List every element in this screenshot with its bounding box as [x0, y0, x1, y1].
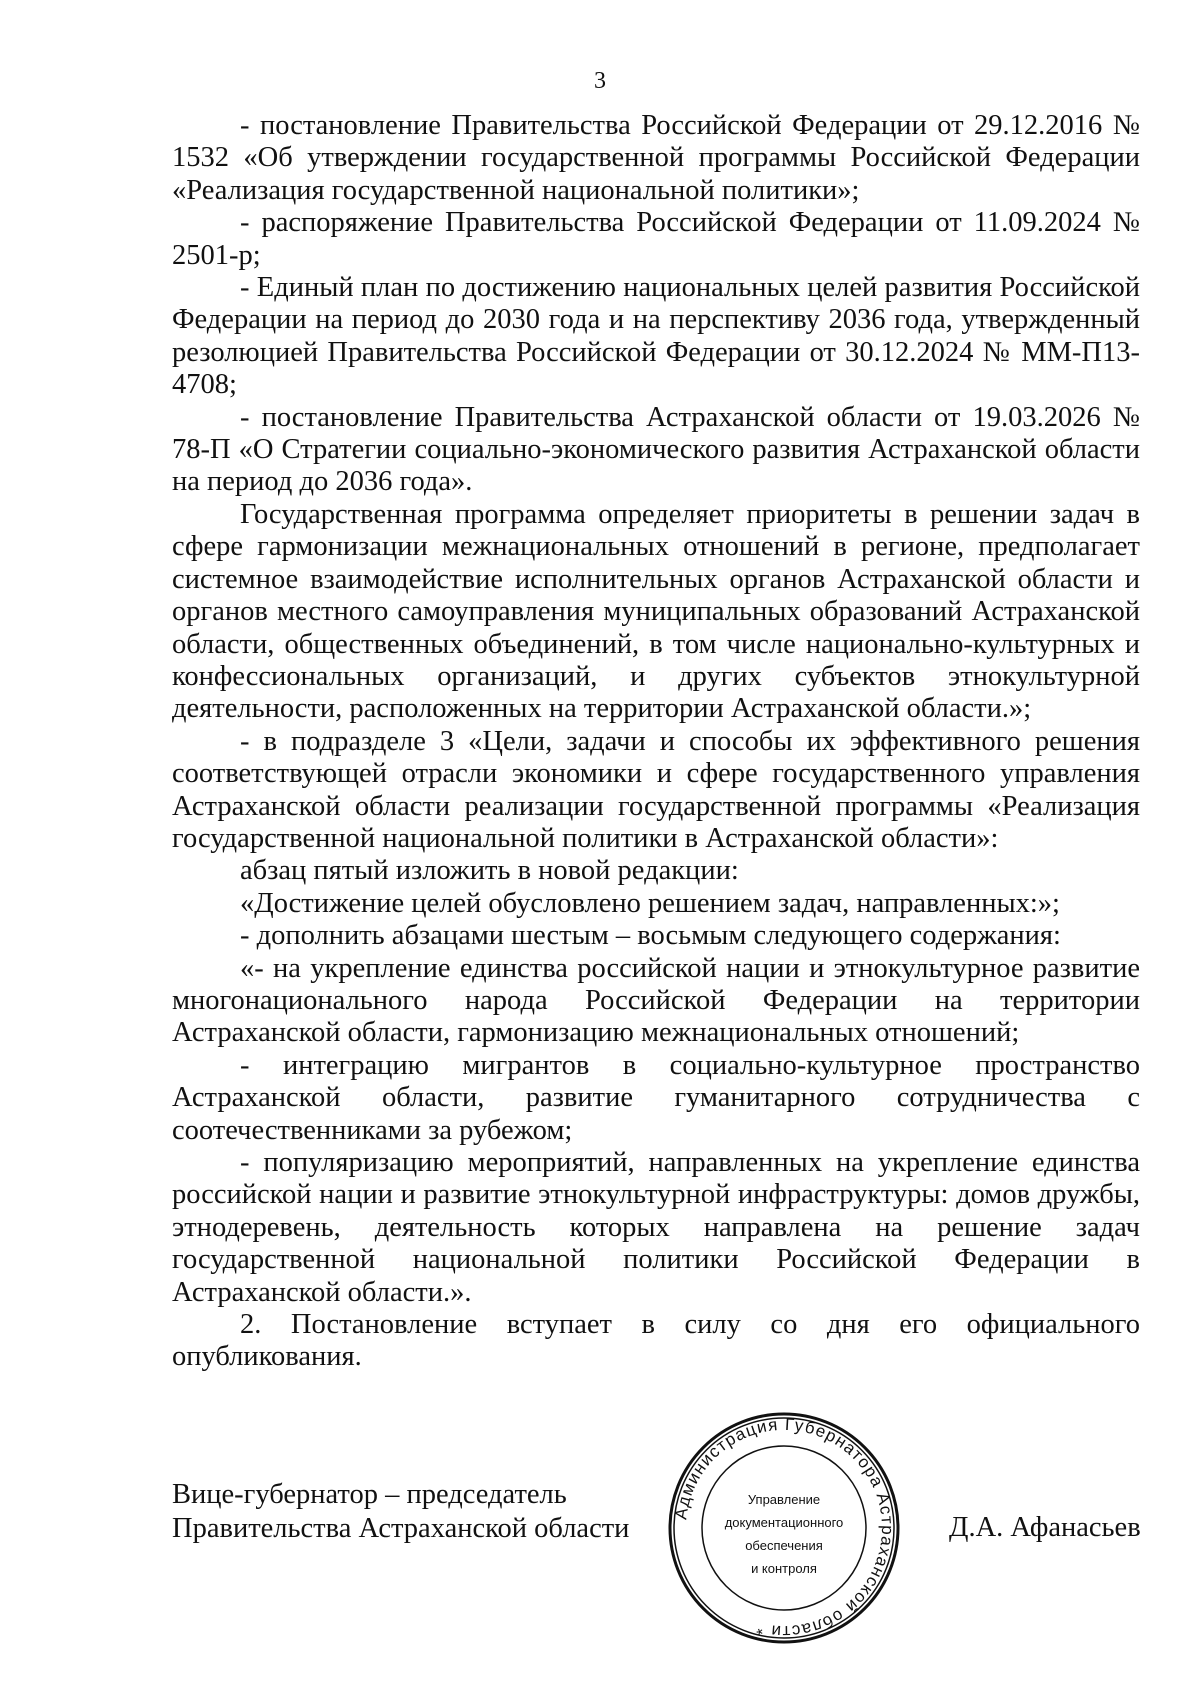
paragraph: «Достижение целей обусловлено решением задач, направленных:»; [240, 887, 1060, 919]
paragraph: - в подразделе 3 «Цели, задачи и способы их эффективного решения соответствующей отрасли экономики и сфере государственного управления Астраханской области реализации государственной программы «Реализация государственной национальной политики в Астраханской области»: [172, 725, 1140, 854]
seal-center-line: Управление [747, 1492, 821, 1507]
paragraph: Государственная программа определяет приоритеты в решении задач в сфере гармонизации межнациональных отношений в регионе, предполагает системное взаимодействие исполнительных органов Астраханской области и органов местного самоуправления муниципальных образований Астраханской области, общественных объединений, в том числе национально-культурных и конфессиональных организаций, и других субъектов этнокультурной деятельности, расположенных на территории Астраханской области.»; [172, 498, 1140, 725]
official-seal [666, 1410, 902, 1646]
paragraph: «- на укрепление единства российской нации и этнокультурное развитие многонационального народа Российской Федерации на территории Астраханской области, гармонизацию межнациональных отношений; [172, 952, 1140, 1049]
paragraph: - постановление Правительства Астраханской области от 19.03.2026 № 78-П «О Стратегии социально-экономического развития Астраханской области на период до 2036 года». [172, 401, 1140, 498]
paragraph: - дополнить абзацами шестым – восьмым следующего содержания: [240, 920, 1061, 952]
paragraph: 2. Постановление вступает в силу со дня его официального опубликования. [172, 1309, 1140, 1373]
paragraph: - популяризацию мероприятий, направленных на укрепление единства российской нации и развитие этнокультурной инфраструктуры: домов дружбы, этнодеревень, деятельность которых направлена на решение задач государственной национальной политики Российской Федерации в Астраханской области.». [172, 1147, 1140, 1308]
paragraph: - интеграцию мигрантов в социально-культурное пространство Астраханской области, развитие гуманитарного сотрудничества с соотечественниками за рубежом; [172, 1049, 1140, 1146]
paragraph: абзац пятый изложить в новой редакции: [240, 855, 739, 887]
paragraph: - Единый план по достижению национальных целей развития Российской Федерации на период до 2030 года и на перспективу 2036 года, утвержденный резолюцией Правительства Российской Федерации от 30.12.2024 № ММ-П13-4708; [172, 272, 1140, 401]
seal-ring-text: Администрация Губернатора Астраханской области * [671, 1414, 898, 1642]
page-number: 3 [594, 68, 606, 94]
signatory-title-line: Правительства Астраханской области [172, 1513, 630, 1544]
seal-center-line: документационного [724, 1515, 844, 1530]
paragraph: - распоряжение Правительства Российской Федерации от 11.09.2024 № 2501-р; [172, 207, 1140, 271]
seal-center-line: и контроля [751, 1561, 817, 1576]
document-body [172, 110, 1140, 1374]
signatory-title-line: Вице-губернатор – председатель [172, 1479, 567, 1510]
seal-graphic [666, 1410, 902, 1646]
seal-center-line: обеспечения [745, 1538, 823, 1553]
signatory-title [172, 1478, 629, 1546]
signatory-name: Д.А. Афанасьев [949, 1512, 1141, 1543]
paragraph: - постановление Правительства Российской Федерации от 29.12.2016 № 1532 «Об утверждении государственной программы Российской Федерации «Реализация государственной национальной политики»; [172, 110, 1140, 206]
